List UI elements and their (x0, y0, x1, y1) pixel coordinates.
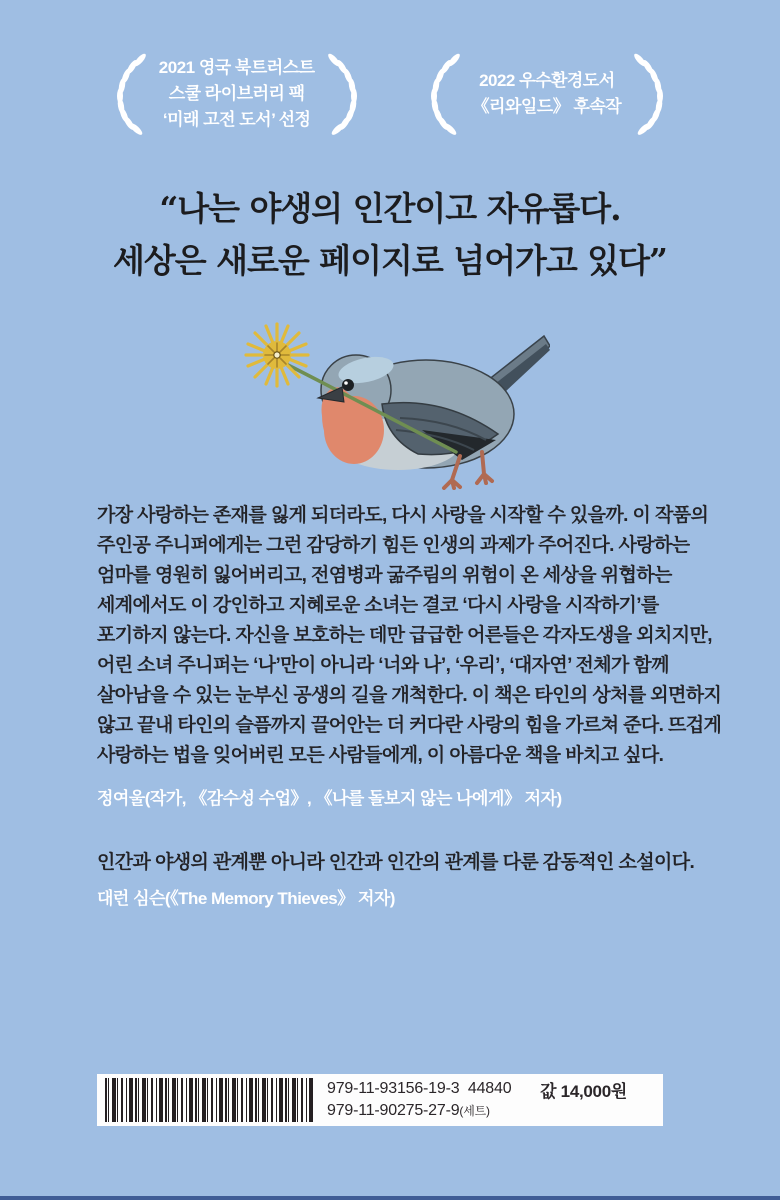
award-badges-row (0, 52, 780, 136)
review-paragraph-secondary (97, 848, 697, 914)
award-line: 스쿨 라이브러리 팩 (168, 84, 305, 103)
isbn-line-1: 979-11-93156-19-3 44840 (327, 1080, 512, 1097)
review-attribution-jung-yeoul: 정여울(작가, 《감수성 수업》, 《나를 돌보지 않는 나에게》 저자) (97, 789, 562, 808)
award-badge-text (159, 55, 315, 133)
bottom-edge-stripe (0, 1196, 780, 1200)
award-line: 2021 영국 북트러스트 (158, 58, 315, 77)
award-line: ‘미래 고전 도서’ 선정 (162, 110, 311, 129)
quote-line: “나는 야생의 인간이고 자유롭다. (159, 189, 621, 228)
award-badge-booktrust (111, 52, 363, 136)
award-line: 《리와일드》 후속작 (472, 97, 622, 116)
isbn-set-number: 979-11-90275-27-9 (327, 1102, 460, 1119)
isbn-line-2 (327, 1100, 511, 1122)
barcode-icon (105, 1078, 313, 1122)
review-line: 사랑하는 법을 잊어버린 모든 사람들에게, 이 아름다운 책을 바치고 싶다. (97, 745, 664, 766)
laurel-branch-left-icon (111, 52, 147, 136)
robin-with-dandelion-illustration (230, 308, 550, 490)
isbn-block (327, 1078, 511, 1122)
review-line: 주인공 주니퍼에게는 그런 감당하기 힘든 인생의 과제가 주어진다. 사랑하는 (97, 535, 690, 556)
laurel-branch-right-icon (327, 52, 363, 136)
review-line: 살아남을 수 있는 눈부신 공생의 길을 개척한다. 이 책은 타인의 상처를 외면하지 (97, 685, 722, 706)
quote-line: 세상은 새로운 페이지로 넘어가고 있다” (113, 241, 667, 280)
award-badge-text (473, 68, 622, 120)
headline-quote (0, 183, 780, 287)
laurel-branch-right-icon (633, 52, 669, 136)
isbn-set-label: (세트) (459, 1104, 490, 1118)
review-line: 어린 소녀 주니퍼는 ‘나’만이 아니라 ‘너와 나’, ‘우리’, ‘대자연’ 전체가 함께 (97, 655, 669, 676)
review-attribution-darren-simpson: 대런 심슨(《The Memory Thieves》 저자) (97, 889, 395, 908)
award-line: 2022 우수환경도서 (479, 71, 615, 90)
award-badge-eco-book (425, 52, 670, 136)
review-line: 포기하지 않는다. 자신을 보호하는 데만 급급한 어른들은 각자도생을 외치지만, (97, 625, 712, 646)
price-label: 값 14,000원 (540, 1082, 627, 1101)
laurel-branch-left-icon (425, 52, 461, 136)
barcode-strip (97, 1074, 663, 1126)
review-line: 엄마를 영원히 잃어버리고, 전염병과 굶주림의 위험이 온 세상을 위협하는 (97, 565, 672, 586)
review-line: 세계에서도 이 강인하고 지혜로운 소녀는 결코 ‘다시 사랑을 시작하기’를 (97, 595, 659, 616)
review-line: 않고 끝내 타인의 슬픔까지 끌어안는 더 커다란 사랑의 힘을 가르쳐 준다. 뜨겁게 (97, 715, 722, 736)
review-line: 가장 사랑하는 존재를 잃게 되더라도, 다시 사랑을 시작할 수 있을까. 이 작품의 (97, 505, 709, 526)
review-line: 인간과 야생의 관계뿐 아니라 인간과 인간의 관계를 다룬 감동적인 소설이다. (97, 852, 695, 873)
review-paragraph-main (97, 501, 722, 814)
